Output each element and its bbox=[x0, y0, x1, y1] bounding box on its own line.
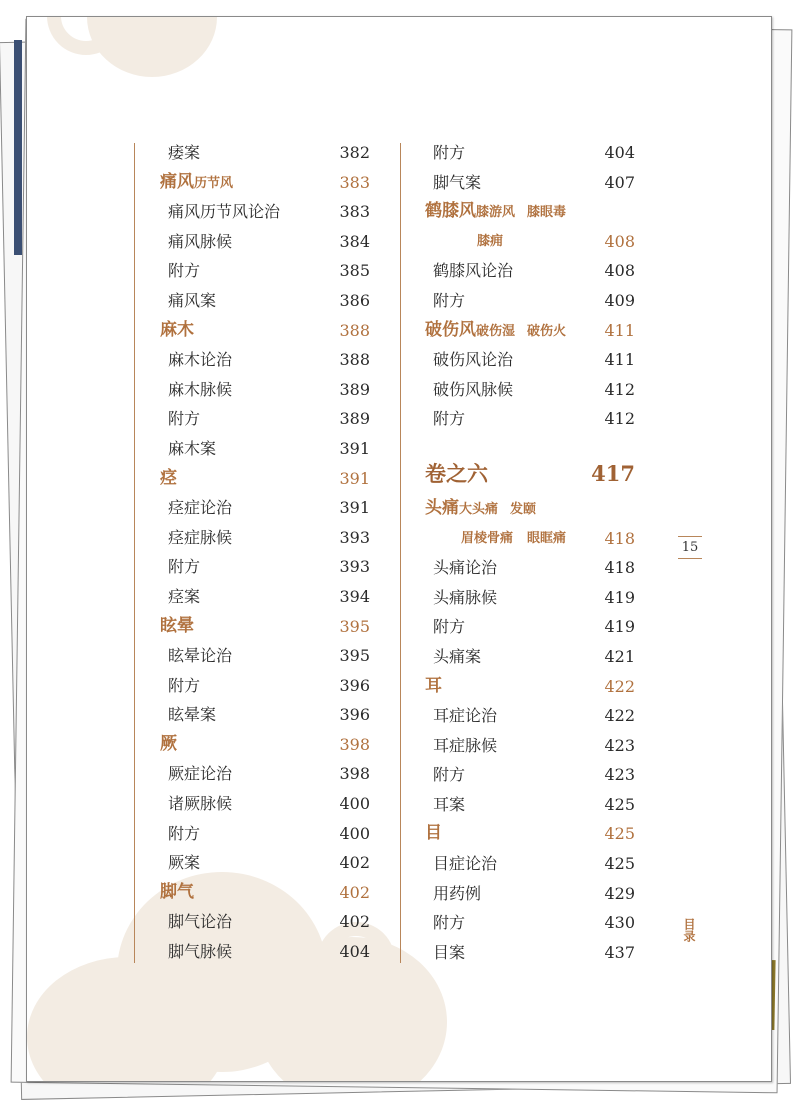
toc-page-number: 385 bbox=[339, 261, 370, 281]
entry-title-text: 耳案 bbox=[433, 794, 466, 814]
toc-page-number: 408 bbox=[604, 261, 635, 281]
toc-entry-title bbox=[433, 168, 481, 198]
toc-entry-title bbox=[168, 789, 232, 819]
toc-entry-title bbox=[168, 907, 232, 937]
entry-title-text: 痛风脉候 bbox=[168, 231, 233, 251]
toc-page-number: 421 bbox=[604, 646, 635, 666]
toc-entry[interactable] bbox=[160, 286, 370, 316]
entry-title-text: 附方 bbox=[433, 143, 466, 162]
toc-entry-title bbox=[433, 138, 465, 168]
toc-section-heading[interactable] bbox=[425, 524, 635, 554]
toc-entry[interactable] bbox=[425, 612, 635, 642]
entry-title-text: 脚气案 bbox=[433, 172, 482, 192]
toc-section-heading[interactable] bbox=[160, 612, 370, 642]
column-rule bbox=[400, 143, 401, 963]
entry-title-text: 附方 bbox=[168, 823, 201, 843]
entry-title-text: 眩晕案 bbox=[168, 705, 217, 725]
toc-page-number: 419 bbox=[604, 617, 635, 637]
toc-entry-title bbox=[433, 731, 497, 761]
toc-entry-title bbox=[433, 908, 465, 938]
entry-title-text: 脚气脉候 bbox=[168, 942, 233, 962]
toc-page-number: 402 bbox=[339, 912, 370, 932]
toc-page-number: 419 bbox=[604, 587, 635, 607]
toc-page-number: 395 bbox=[339, 646, 370, 666]
toc-page-number: 409 bbox=[604, 290, 635, 310]
toc-page bbox=[26, 16, 772, 1082]
toc-page-number: 383 bbox=[339, 172, 370, 192]
toc-entry-title bbox=[433, 642, 481, 672]
toc-entry[interactable] bbox=[425, 908, 635, 938]
toc-entry-title bbox=[433, 879, 481, 909]
toc-entry[interactable] bbox=[160, 404, 370, 434]
toc-entry-title bbox=[477, 227, 503, 257]
toc-page-number: 404 bbox=[604, 143, 635, 162]
toc-section-heading[interactable] bbox=[160, 464, 370, 494]
toc-entry-title bbox=[168, 434, 216, 464]
entry-title-text: 卷之六 bbox=[425, 460, 488, 486]
entry-title-text: 破伤风脉候 bbox=[433, 379, 514, 399]
entry-title-text: 痉症论治 bbox=[168, 498, 233, 518]
toc-entry-title bbox=[433, 375, 513, 405]
toc-page-number: 393 bbox=[339, 527, 370, 547]
toc-entry-title bbox=[160, 878, 194, 908]
toc-page-number: 425 bbox=[604, 824, 635, 844]
entry-title-text: 厥 bbox=[160, 733, 177, 754]
entry-title-text: 眉棱骨痛 bbox=[461, 530, 514, 546]
toc-entry[interactable] bbox=[160, 700, 370, 730]
toc-entry[interactable] bbox=[160, 789, 370, 819]
entry-title-text: 脚气论治 bbox=[168, 912, 233, 932]
toc-entry-title bbox=[168, 493, 232, 523]
entry-title-text: 麻木案 bbox=[168, 438, 217, 458]
entry-title-text: 痿案 bbox=[168, 143, 201, 162]
toc-entry-title bbox=[433, 612, 465, 642]
entry-title-text: 鹤膝风论治 bbox=[433, 261, 514, 281]
toc-page-number: 417 bbox=[591, 460, 635, 486]
back-sheet-edge bbox=[14, 40, 22, 255]
toc-entry-title bbox=[433, 553, 497, 583]
toc-entry-title bbox=[168, 582, 200, 612]
entry-subtitle: 历节风 bbox=[194, 175, 234, 191]
toc-page-number: 396 bbox=[339, 675, 370, 695]
entry-title-text: 鹤膝风 bbox=[425, 201, 476, 222]
entry-title-text: 目症论治 bbox=[433, 854, 498, 874]
toc-entry-title bbox=[425, 316, 566, 347]
toc-entry-title bbox=[168, 671, 200, 701]
toc-section-heading[interactable] bbox=[425, 819, 635, 849]
toc-page-number: 408 bbox=[604, 231, 635, 251]
toc-entry-title bbox=[168, 375, 232, 405]
toc-entry-title bbox=[168, 197, 280, 227]
toc-entry[interactable] bbox=[425, 760, 635, 790]
volume-spacer bbox=[425, 434, 635, 454]
toc-section-heading[interactable] bbox=[160, 316, 370, 346]
toc-page-number: 388 bbox=[339, 350, 370, 370]
toc-page-number: 393 bbox=[339, 557, 370, 577]
toc-page-number: 437 bbox=[604, 942, 635, 962]
toc-entry-title bbox=[168, 819, 200, 849]
toc-entry-title bbox=[168, 286, 216, 316]
entry-title-text: 附方 bbox=[433, 913, 466, 933]
entry-title-text: 目 bbox=[425, 823, 442, 844]
toc-entry-title bbox=[160, 612, 194, 642]
entry-subtitle: 破伤湿 bbox=[476, 323, 516, 339]
toc-entry-title bbox=[160, 168, 233, 199]
entry-title-text: 附方 bbox=[433, 290, 466, 310]
entry-title-text: 痛风案 bbox=[168, 290, 217, 310]
entry-subtitle: 膝眼毒 bbox=[527, 205, 567, 221]
entry-title-text: 痉案 bbox=[168, 586, 201, 606]
toc-page-number: 411 bbox=[604, 350, 635, 370]
entry-title-text: 附方 bbox=[168, 409, 201, 429]
toc-entry[interactable] bbox=[425, 375, 635, 405]
toc-entry-title bbox=[425, 197, 566, 228]
toc-entry[interactable] bbox=[160, 345, 370, 375]
entry-title-text: 头痛 bbox=[425, 497, 459, 518]
toc-page-number: 425 bbox=[604, 794, 635, 814]
entry-title-text: 目案 bbox=[433, 942, 466, 962]
toc-page-number: 423 bbox=[604, 765, 635, 785]
toc-entry[interactable] bbox=[160, 641, 370, 671]
toc-entry[interactable] bbox=[160, 759, 370, 789]
toc-entry[interactable] bbox=[160, 434, 370, 464]
entry-title-text: 用药例 bbox=[433, 883, 482, 903]
entry-title-text: 耳症脉候 bbox=[433, 735, 498, 755]
toc-entry-title bbox=[433, 345, 513, 375]
entry-title-text: 附方 bbox=[168, 675, 201, 695]
toc-page-number: 430 bbox=[604, 913, 635, 933]
toc-entry-title bbox=[168, 523, 232, 553]
toc-page-number: 382 bbox=[339, 143, 370, 162]
toc-entry-title bbox=[425, 672, 442, 702]
toc-page-number: 400 bbox=[339, 823, 370, 843]
toc-section-heading[interactable] bbox=[425, 672, 635, 702]
entry-title-text: 痉症脉候 bbox=[168, 527, 233, 547]
toc-entry-title bbox=[168, 552, 200, 582]
entry-title-text: 附方 bbox=[168, 261, 201, 281]
toc-entry[interactable] bbox=[425, 286, 635, 316]
entry-title-text: 痛风 bbox=[160, 171, 194, 192]
toc-entry-title bbox=[433, 286, 465, 316]
toc-page-number: 386 bbox=[339, 290, 370, 310]
entry-title-text: 膝痈 bbox=[477, 233, 504, 249]
entry-subtitle: 膝游风 bbox=[476, 205, 516, 221]
toc-page-number: 388 bbox=[339, 320, 370, 340]
toc-entry-title bbox=[168, 759, 232, 789]
entry-title-text: 破伤风论治 bbox=[433, 350, 514, 370]
entry-title-text: 厥症论治 bbox=[168, 764, 233, 784]
toc-entry[interactable] bbox=[160, 937, 370, 967]
entry-subtitle: 发颐 bbox=[510, 501, 537, 517]
entry-title-text: 头痛案 bbox=[433, 646, 482, 666]
toc-entry-title bbox=[425, 819, 442, 849]
toc-entry-title bbox=[168, 404, 200, 434]
toc-entry-title bbox=[433, 760, 465, 790]
toc-entry[interactable] bbox=[425, 256, 635, 286]
toc-entry[interactable] bbox=[160, 552, 370, 582]
toc-entry[interactable] bbox=[425, 345, 635, 375]
toc-entry[interactable] bbox=[425, 642, 635, 672]
toc-entry[interactable] bbox=[425, 404, 635, 434]
toc-entry-title bbox=[168, 937, 232, 967]
toc-page-number: 389 bbox=[339, 379, 370, 399]
section-label: 目录 bbox=[682, 918, 696, 942]
toc-entry[interactable] bbox=[160, 256, 370, 286]
entry-title-text: 耳 bbox=[425, 675, 442, 696]
toc-entry-title bbox=[160, 730, 177, 760]
toc-entry-title bbox=[433, 790, 465, 820]
entry-title-text: 眩晕论治 bbox=[168, 646, 233, 666]
toc-entry[interactable] bbox=[160, 493, 370, 523]
toc-entry-title bbox=[433, 701, 497, 731]
toc-entry-title bbox=[461, 524, 566, 554]
toc-entry[interactable] bbox=[425, 849, 635, 879]
entry-title-text: 附方 bbox=[433, 765, 466, 785]
toc-section-heading[interactable] bbox=[160, 168, 370, 198]
toc-entry-title bbox=[433, 404, 465, 434]
toc-page-number: 383 bbox=[339, 202, 370, 222]
toc-section-heading[interactable] bbox=[425, 227, 635, 257]
toc-page-number: 400 bbox=[339, 794, 370, 814]
toc-entry-title bbox=[425, 494, 536, 525]
entry-subtitle: 破伤火 bbox=[527, 323, 567, 339]
toc-entry[interactable] bbox=[160, 819, 370, 849]
entry-title-text: 附方 bbox=[168, 557, 201, 577]
volume-heading[interactable] bbox=[425, 454, 635, 494]
entry-title-text: 破伤风 bbox=[425, 319, 476, 340]
toc-entry-title bbox=[168, 700, 216, 730]
toc-page-number: 398 bbox=[339, 734, 370, 754]
toc-page-number: 418 bbox=[604, 558, 635, 578]
toc-section-heading[interactable] bbox=[425, 197, 635, 227]
entry-title-text: 附方 bbox=[433, 617, 466, 637]
toc-entry[interactable] bbox=[425, 731, 635, 761]
toc-entry-title bbox=[433, 583, 497, 613]
toc-page-number: 391 bbox=[339, 498, 370, 518]
toc-page-number: 422 bbox=[604, 706, 635, 726]
toc-page-number: 412 bbox=[604, 379, 635, 399]
entry-title-text: 头痛论治 bbox=[433, 558, 498, 578]
entry-title-text: 耳症论治 bbox=[433, 706, 498, 726]
entry-title-text: 脚气 bbox=[160, 881, 194, 902]
toc-entry-title bbox=[168, 848, 200, 878]
toc-entry[interactable] bbox=[425, 138, 635, 168]
toc-entry-title bbox=[433, 849, 497, 879]
entry-title-text: 诸厥脉候 bbox=[168, 794, 233, 814]
entry-title-text: 眩晕 bbox=[160, 615, 194, 636]
entry-title-text: 麻木脉候 bbox=[168, 379, 233, 399]
toc-entry[interactable] bbox=[160, 848, 370, 878]
toc-entry[interactable] bbox=[160, 375, 370, 405]
toc-page-number: 396 bbox=[339, 705, 370, 725]
entry-title-text: 痛风历节风论治 bbox=[168, 202, 281, 222]
toc-page-number: 411 bbox=[604, 320, 635, 340]
toc-entry-title bbox=[433, 256, 513, 286]
toc-entry-title bbox=[433, 938, 465, 968]
toc-left-column bbox=[160, 138, 370, 967]
entry-title-text: 麻木 bbox=[160, 319, 194, 340]
toc-entry-title bbox=[160, 316, 194, 346]
toc-page-number: 407 bbox=[604, 172, 635, 192]
toc-page-number: 402 bbox=[339, 853, 370, 873]
toc-entry-title bbox=[168, 138, 200, 168]
toc-entry[interactable] bbox=[425, 790, 635, 820]
toc-entry-title bbox=[160, 464, 177, 494]
toc-page-number: 389 bbox=[339, 409, 370, 429]
toc-section-heading[interactable] bbox=[160, 730, 370, 760]
toc-entry-title bbox=[168, 641, 232, 671]
toc-entry-title bbox=[425, 454, 488, 494]
toc-page-number: 394 bbox=[339, 586, 370, 606]
toc-entry[interactable] bbox=[425, 879, 635, 909]
toc-entry-title bbox=[168, 345, 232, 375]
toc-entry[interactable] bbox=[160, 138, 370, 168]
column-rule bbox=[134, 143, 135, 963]
entry-subtitle: 大头痛 bbox=[459, 501, 499, 517]
toc-page-number: 384 bbox=[339, 231, 370, 251]
toc-entry[interactable] bbox=[160, 907, 370, 937]
entry-title-text: 麻木论治 bbox=[168, 350, 233, 370]
toc-page-number: 402 bbox=[339, 882, 370, 902]
toc-page-number: 404 bbox=[339, 942, 370, 962]
toc-page-number: 429 bbox=[604, 883, 635, 903]
toc-page-number: 398 bbox=[339, 764, 370, 784]
toc-page-number: 422 bbox=[604, 676, 635, 696]
entry-subtitle: 眼眶痛 bbox=[527, 530, 567, 546]
toc-entry[interactable] bbox=[160, 671, 370, 701]
toc-page-number: 423 bbox=[604, 735, 635, 755]
toc-page-number: 391 bbox=[339, 438, 370, 458]
toc-right-column bbox=[425, 138, 635, 967]
toc-entry-title bbox=[168, 227, 232, 257]
entry-title-text: 厥案 bbox=[168, 853, 201, 873]
toc-page-number: 412 bbox=[604, 409, 635, 429]
toc-section-heading[interactable] bbox=[160, 878, 370, 908]
page-number: 15 bbox=[678, 536, 702, 559]
entry-title-text: 痉 bbox=[160, 467, 177, 488]
toc-entry[interactable] bbox=[160, 523, 370, 553]
toc-entry[interactable] bbox=[425, 583, 635, 613]
toc-section-heading[interactable] bbox=[425, 316, 635, 346]
toc-entry[interactable] bbox=[160, 582, 370, 612]
toc-entry[interactable] bbox=[160, 227, 370, 257]
toc-entry[interactable] bbox=[425, 168, 635, 198]
toc-entry[interactable] bbox=[160, 197, 370, 227]
toc-entry[interactable] bbox=[425, 938, 635, 968]
entry-title-text: 附方 bbox=[433, 409, 466, 429]
toc-section-heading[interactable] bbox=[425, 494, 635, 524]
toc-entry-title bbox=[168, 256, 200, 286]
entry-title-text: 头痛脉候 bbox=[433, 587, 498, 607]
toc-page-number: 418 bbox=[604, 528, 635, 548]
toc-page-number: 391 bbox=[339, 468, 370, 488]
toc-page-number: 425 bbox=[604, 854, 635, 874]
toc-entry[interactable] bbox=[425, 701, 635, 731]
toc-entry[interactable] bbox=[425, 553, 635, 583]
toc-page-number: 395 bbox=[339, 616, 370, 636]
